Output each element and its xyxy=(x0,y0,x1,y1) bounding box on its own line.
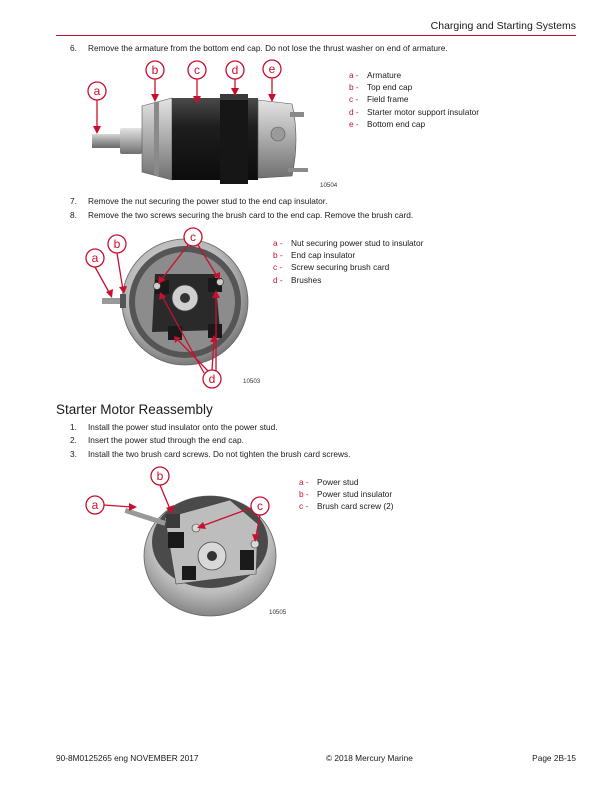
section-title: Starter Motor Reassembly xyxy=(56,402,213,417)
step-number: 3. xyxy=(70,449,77,459)
legend-item: a - Nut securing power stud to insulator xyxy=(273,238,424,248)
svg-text:c: c xyxy=(190,230,196,244)
header-divider xyxy=(56,35,576,36)
legend-item: c - Screw securing brush card xyxy=(273,262,390,273)
figure1-legend xyxy=(349,69,479,130)
legend-item: c - Brush card screw (2) xyxy=(299,501,394,512)
step-text: Remove the two screws securing the brush card to the end cap. Remove the brush card. xyxy=(88,210,414,220)
step-number: 6. xyxy=(70,43,77,53)
svg-text:d: d xyxy=(208,372,216,386)
figure-number: 10505 xyxy=(269,609,287,616)
svg-text:c: c xyxy=(194,63,200,77)
figure-end-cap-brush-card xyxy=(80,226,265,391)
figure3-legend xyxy=(299,476,394,513)
step-number: 2. xyxy=(70,435,77,445)
svg-text:b: b xyxy=(156,469,164,483)
svg-text:b: b xyxy=(151,63,159,77)
step-text: Remove the nut securing the power stud to the end cap insulator. xyxy=(88,196,328,206)
svg-text:a: a xyxy=(91,498,99,512)
legend-item: a - Power stud xyxy=(299,477,359,487)
legend-item: d - Brushes xyxy=(273,274,322,285)
figure-brush-card-reassembly xyxy=(80,464,290,624)
legend-item: b - End cap insulator xyxy=(273,250,356,261)
step-text: Remove the armature from the bottom end cap. Do not lose the thrust washer on end of armature. xyxy=(88,43,448,53)
legend-item: d - Starter motor support insulator xyxy=(349,106,480,117)
svg-text:e: e xyxy=(268,62,276,76)
step-number: 1. xyxy=(70,422,77,432)
figure-starter-motor xyxy=(80,58,340,193)
svg-text:a: a xyxy=(91,251,99,265)
svg-text:b: b xyxy=(113,237,121,251)
figure-number: 10503 xyxy=(243,378,261,385)
footer-copyright: © 2018 Mercury Marine xyxy=(326,753,413,763)
step-number: 8. xyxy=(70,210,77,220)
legend-item: e - Bottom end cap xyxy=(349,118,426,129)
figure2-legend xyxy=(273,237,423,286)
step-text: Install the power stud insulator onto the power stud. xyxy=(88,422,278,432)
step-number: 7. xyxy=(70,196,77,206)
legend-item: b - Top end cap xyxy=(349,82,413,93)
footer-document-id: 90-8M0125265 eng NOVEMBER 2017 xyxy=(56,753,199,763)
step-text: Install the two brush card screws. Do not tighten the brush card screws. xyxy=(88,449,351,459)
svg-text:a: a xyxy=(93,84,101,98)
step-text: Insert the power stud through the end cap. xyxy=(88,435,244,445)
svg-text:d: d xyxy=(231,63,239,77)
footer-page-number: Page 2B-15 xyxy=(532,753,576,763)
legend-item: b - Power stud insulator xyxy=(299,489,393,500)
svg-text:c: c xyxy=(257,499,263,513)
figure-number: 10504 xyxy=(320,182,338,189)
legend-item: a - Armature xyxy=(349,70,402,80)
running-header-title: Charging and Starting Systems xyxy=(430,20,576,32)
legend-item: c - Field frame xyxy=(349,94,409,105)
